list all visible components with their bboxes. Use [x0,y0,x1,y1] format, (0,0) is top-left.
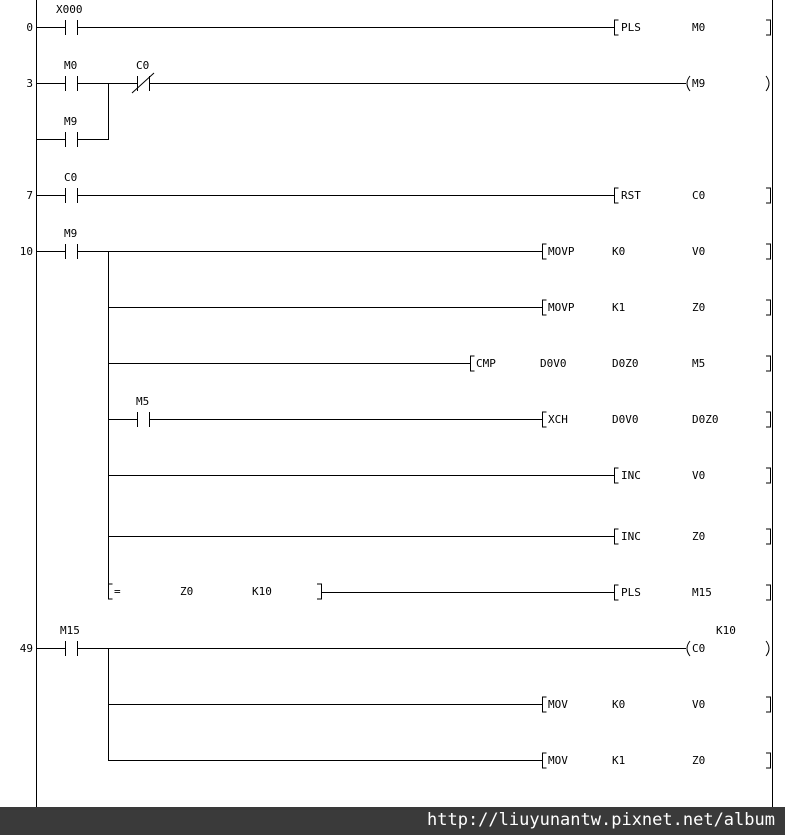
watermark-text: http://liuyunantw.pixnet.net/album [427,810,775,830]
compare-close-bracket [317,584,322,599]
instruction-arg: C0 [692,189,706,202]
instruction-arg: K1 [612,301,626,314]
instruction-open-bracket [615,20,619,35]
rung-49 [20,624,771,768]
coil-label: M9 [692,77,706,90]
compare-arg: K10 [252,585,272,598]
contact-label: C0 [136,59,150,72]
rung-3 [26,59,769,147]
instruction-arg: K1 [612,754,626,767]
instruction-arg: M15 [692,586,712,599]
watermark-bar [0,807,785,835]
instruction-arg: V0 [692,698,706,711]
instruction-op: CMP [476,357,496,370]
contact-label: M9 [64,227,78,240]
compare-open-bracket [109,584,113,599]
instruction-arg: V0 [692,245,706,258]
instruction-op: INC [621,530,641,543]
instruction-arg: D0V0 [612,413,639,426]
contact-label: C0 [64,171,78,184]
instruction-op: MOVP [548,245,575,258]
contact-label: M5 [136,395,150,408]
instruction-arg: Z0 [692,530,706,543]
instruction-arg: K0 [612,698,626,711]
step-number: 10 [19,245,33,258]
compare-arg: Z0 [180,585,194,598]
instruction-arg: V0 [692,469,706,482]
step-number: 3 [26,77,33,90]
contact-label: M0 [64,59,78,72]
instruction-close-bracket [766,20,771,35]
coil-left [687,76,690,91]
instruction-arg: Z0 [692,301,706,314]
contact-label: M15 [60,624,80,637]
step-number: 7 [26,189,33,202]
contact-label: X000 [56,3,83,16]
instruction-op: PLS [621,21,641,34]
instruction-op: MOV [548,698,568,711]
coil-preset: K10 [716,624,736,637]
coil-right [766,76,769,91]
instruction-arg: D0Z0 [612,357,639,370]
instruction-op: RST [621,189,641,202]
rung-10 [20,227,771,600]
instruction-arg: M0 [692,21,706,34]
step-number: 49 [19,642,33,655]
compare-op: = [114,585,121,598]
instruction-op: PLS [621,586,641,599]
rung-0 [26,3,770,35]
instruction-arg: K0 [612,245,626,258]
instruction-arg: Z0 [692,754,706,767]
instruction-arg: D0V0 [540,357,567,370]
instruction-op: XCH [548,413,568,426]
rung-7 [26,171,770,203]
instruction-op: INC [621,469,641,482]
coil-label: C0 [692,642,706,655]
instruction-op: MOV [548,754,568,767]
step-number: 0 [26,21,33,34]
instruction-op: MOVP [548,301,575,314]
instruction-arg: M5 [692,357,706,370]
instruction-arg: D0Z0 [692,413,719,426]
contact-label: M9 [64,115,78,128]
